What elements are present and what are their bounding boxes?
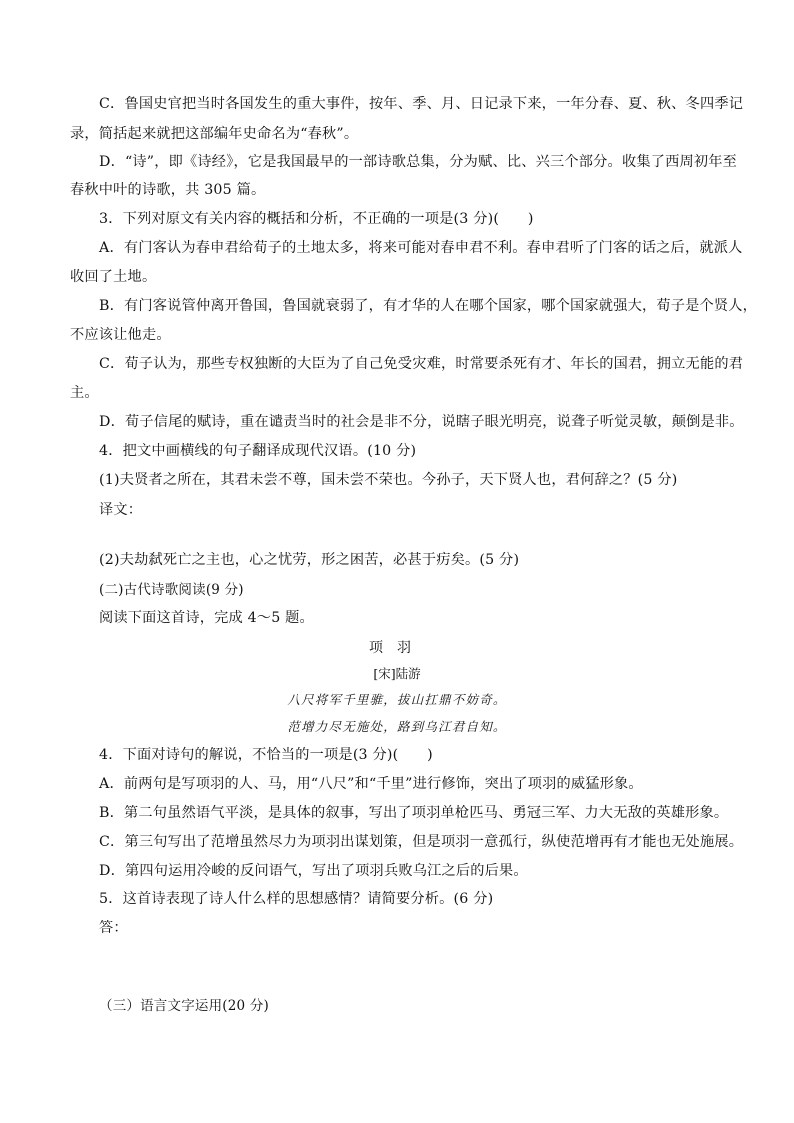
q3-option-c-line-2: 主。	[70, 385, 99, 401]
poem-line-1: 八尺将军千里骓，拔山扛鼎不妨奇。	[287, 692, 507, 707]
translation-item-1: (1)夫贤者之所在，其君未尝不尊，国未尝不荣也。今孙子，天下贤人也，君何辞之？(5 分)	[99, 472, 678, 488]
question-4-translation: 4．把文中画横线的句子翻译成现代汉语。(10 分)	[99, 443, 417, 459]
option-d-line-1: D．“诗”，即《诗经》，它是我国最早的一部诗歌总集，分为赋、比、兴三个部分。收集了西周初年至	[99, 154, 738, 170]
poem-author: [宋]陆游	[373, 666, 421, 681]
section-heading-language: （三）语言文字运用(20 分)	[99, 998, 270, 1014]
q3-option-a-line-1: A．有门客认为春申君给荀子的土地太多，将来可能对春申君不利。春申君听了门客的话之后，就派人	[99, 240, 743, 256]
option-c-line-2: 录，简括起来就把这部编年史命名为“春秋”。	[70, 126, 359, 142]
poem-option-d: D．第四句运用冷峻的反问语气，写出了项羽兵败乌江之后的后果。	[99, 863, 528, 879]
question-5: 5．这首诗表现了诗人什么样的思想感情？请简要分析。(6 分)	[99, 891, 494, 907]
q3-option-b-line-1: B．有门客说管仲离开鲁国，鲁国就衰弱了，有才华的人在哪个国家，哪个国家就强大，荀子是个贤人，	[99, 298, 758, 314]
poem-title: 项羽	[369, 640, 425, 656]
poem-option-b: B．第二句虽然语气平淡，是具体的叙事，写出了项羽单枪匹马、勇冠三军、力大无敌的英雄形象。	[99, 805, 729, 821]
q3-option-d: D．荀子信尾的赋诗，重在谴责当时的社会是非不分，说瞎子眼光明亮，说聋子听觉灵敏，颠倒是非。	[99, 414, 744, 430]
option-d-line-2: 春秋中叶的诗歌，共 305 篇。	[70, 182, 266, 198]
answer-label: 答：	[99, 920, 128, 936]
q3-option-b-line-2: 不应该让他走。	[70, 327, 171, 343]
poetry-instruction: 阅读下面这首诗，完成 4～5 题。	[99, 610, 314, 626]
poem-option-c: C．第三句写出了范增虽然尽力为项羽出谋划策，但是项羽一意孤行，纵使范增再有才能也无处施展。	[99, 834, 744, 850]
question-3: 3．下列对原文有关内容的概括和分析，不正确的一项是(3 分)( )	[99, 211, 534, 227]
q3-option-c-line-1: C．荀子认为，那些专权独断的大臣为了自己免受灾难，时常要杀死有才、年长的国君，拥立无能的君	[99, 356, 744, 372]
translation-item-2: (2)夫劫弑死亡之主也，心之忧劳，形之困苦，必甚于疠矣。(5 分)	[99, 552, 520, 568]
poem-line-2: 范增力尽无施处，路到乌江君自知。	[287, 719, 507, 734]
question-4-poem: 4．下面对诗句的解说，不恰当的一项是(3 分)( )	[99, 747, 433, 763]
option-c-line-1: C．鲁国史官把当时各国发生的重大事件，按年、季、月、日记录下来，一年分春、夏、秋、冬四季记	[99, 96, 744, 112]
translation-label: 译文：	[99, 502, 143, 518]
section-heading-poetry: (二)古代诗歌阅读(9 分)	[99, 582, 244, 598]
q3-option-a-line-2: 收回了土地。	[70, 269, 157, 285]
poem-option-a: A．前两句是写项羽的人、马，用“八尺”和“千里”进行修饰，突出了项羽的威猛形象。	[99, 776, 643, 792]
